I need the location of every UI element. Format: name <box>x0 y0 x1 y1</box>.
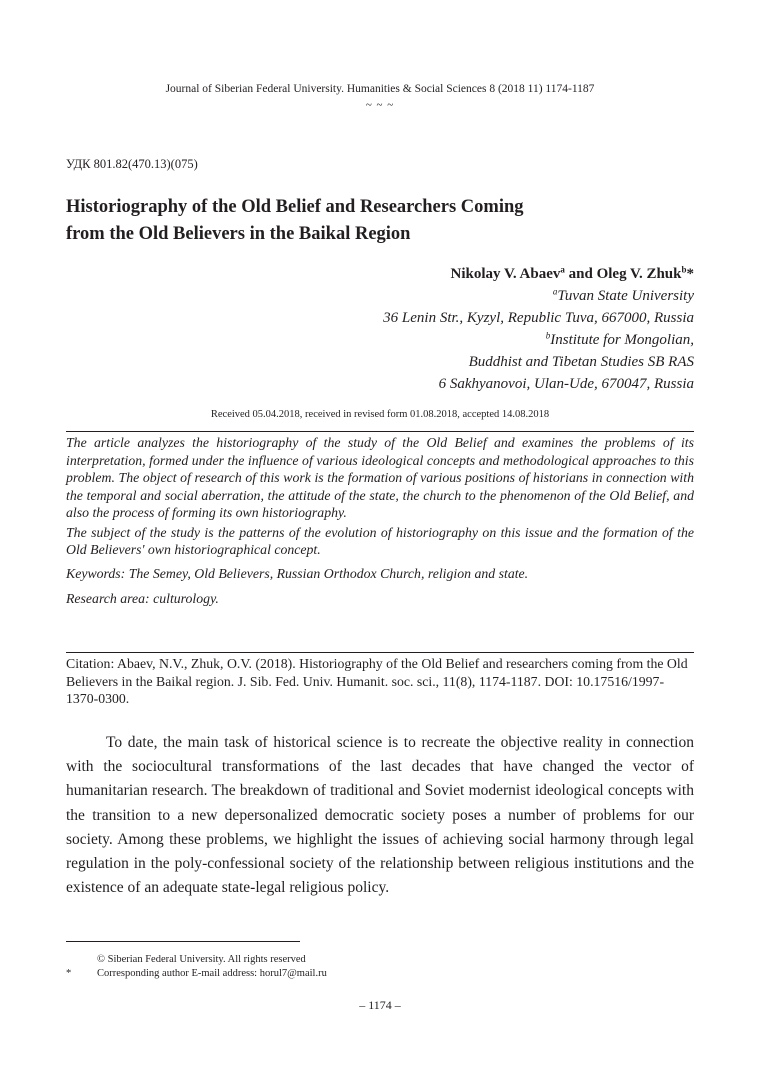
author-1-sup: a <box>560 264 565 275</box>
abstract-paragraph-1: The article analyzes the historiography of the study of the Old Belief and examines the problems of its interpretation, formed under the influence of various ideological concepts and methodological approaches to this problem. The object of research of this work is the formation of various positions of historians in connection with the temporal and social aberration, the attitude of the state, the church to the phenomenon of the Old Belief, and also the process of forming its own historiography. <box>66 435 694 520</box>
footnote-star: * <box>66 968 72 979</box>
article-title <box>66 194 626 248</box>
aff-b-sup: b <box>545 330 551 341</box>
author-names <box>383 263 694 285</box>
page-number: – 1174 – <box>359 998 401 1012</box>
footnote-email: Corresponding author E-mail address: horul7@mail.ru <box>97 968 327 979</box>
aff-b-name: Institute for Mongolian, <box>550 332 694 348</box>
footnote-corresponding <box>66 968 327 979</box>
keywords: Keywords: The Semey, Old Believers, Russian Orthodox Church, religion and state. <box>66 565 529 581</box>
title-line-2: from the Old Believers in the Baikal Region <box>66 224 411 244</box>
affiliation-b-line-3: 6 Sakhyanovoi, Ulan-Ude, 670047, Russia <box>438 376 694 392</box>
corresponding-mark: * <box>686 266 694 282</box>
aff-a-name: Tuvan State University <box>557 288 694 304</box>
received-dates: Received 05.04.2018, received in revised form 01.08.2018, accepted 14.08.2018 <box>210 409 550 420</box>
footnote-copyright: © Siberian Federal University. All rights reserved <box>97 954 306 965</box>
udk-code: УДК 801.82(470.13)(075) <box>66 157 198 171</box>
authors-block <box>383 263 694 395</box>
affiliation-b-line-1 <box>383 329 694 351</box>
affiliation-b-line-2: Buddhist and Tibetan Studies SB RAS <box>468 354 694 370</box>
citation: Citation: Abaev, N.V., Zhuk, O.V. (2018). Historiography of the Old Belief and researchers coming from the Old Believers in the Baikal region. J. Sib. Fed. Univ. Humanit. soc. sci., 11(8), 1174-1187. DOI: 10.17516/1997-1370-0300. <box>66 652 694 708</box>
abstract-paragraph-2: The subject of the study is the patterns of the evolution of historiography on this issue and the formation of the Old Believers' own historiographical concept. <box>66 524 694 557</box>
aff-a-sup: a <box>552 286 558 297</box>
author-and: and <box>564 266 597 282</box>
author-2: Oleg V. Zhuk <box>596 266 682 282</box>
body-paragraph-1: To date, the main task of historical science is to recreate the objective reality in connection with the sociocultural transformations of the last decades that have changed the vector of humanitarian research. The breakdown of traditional and Soviet modernist ideological concepts with the transition to a new depersonalized democratic society poses a number of problems for our society. Among these problems, we highlight the issues of achieving social harmony through legal regulation in the poly-confessional society of the relationship between religious institutions and the existence of an adequate state-legal religious policy. <box>66 734 694 897</box>
abstract <box>66 431 694 608</box>
affiliation-a-line-1 <box>383 285 694 307</box>
author-1: Nikolay V. Abaev <box>450 266 561 282</box>
title-line-1: Historiography of the Old Belief and Researchers Coming <box>66 197 524 217</box>
footnote-divider <box>66 941 300 942</box>
research-area: Research area: culturology. <box>66 591 219 606</box>
header-separator: ~ ~ ~ <box>365 99 395 111</box>
affiliation-a-line-2: 36 Lenin Str., Kyzyl, Republic Tuva, 667000, Russia <box>383 310 694 326</box>
author-2-sup: b <box>681 264 687 275</box>
journal-header: Journal of Siberian Federal University. Humanities & Social Sciences 8 (2018 11) 1174-1187 <box>165 83 595 95</box>
